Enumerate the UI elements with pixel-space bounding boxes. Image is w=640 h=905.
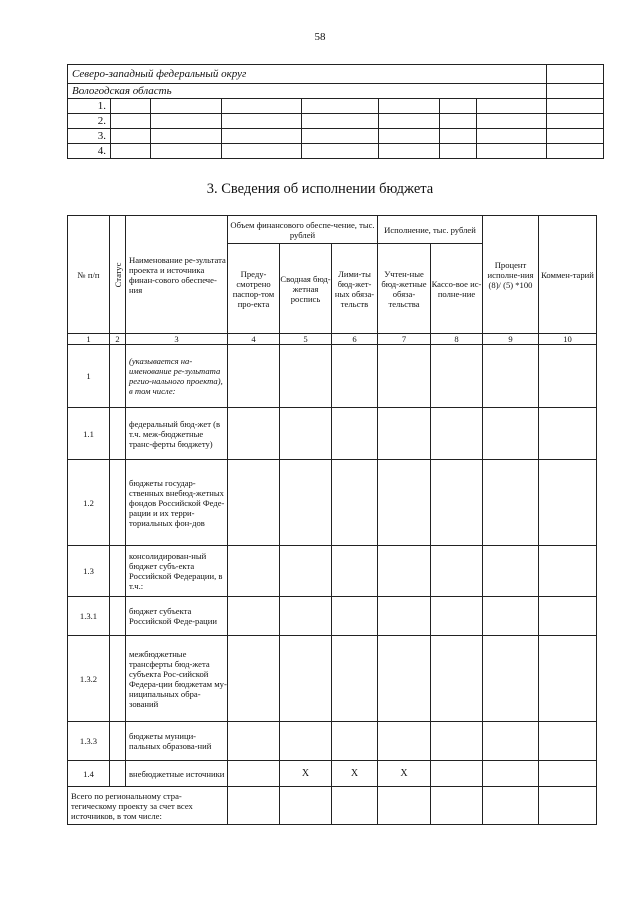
header-comment: Коммен-тарий xyxy=(539,216,597,334)
table-row xyxy=(68,722,597,761)
row-name: бюджеты государ-ственных внебюд-жетных фондов Российской Феде-рации и их терри-ториальных фон-дов xyxy=(126,460,228,546)
column-number: 5 xyxy=(280,334,332,345)
table-row xyxy=(68,636,597,722)
header-passport: Преду-смотрено паспор-том про-екта xyxy=(228,244,280,334)
row-name: межбюджетные трансферты бюд-жета субъекта Рос-сийской Федера-ции бюджетам му-ниципальных обра-зований xyxy=(126,636,228,722)
row-num: 1.3.2 xyxy=(68,636,110,722)
header-limits: Лими-ты бюд-жет-ных обяза-тельств xyxy=(332,244,378,334)
oblast-name: Вологодская область xyxy=(68,84,547,99)
row-number: 4. xyxy=(68,144,111,159)
header-cash: Кассо-вое ис-полне-ние xyxy=(431,244,483,334)
column-number: 6 xyxy=(332,334,378,345)
page-number: 58 xyxy=(314,31,326,43)
row-num: 1.3 xyxy=(68,546,110,597)
row-number: 1. xyxy=(68,99,111,114)
table-row xyxy=(68,761,597,787)
regions-table xyxy=(67,64,604,159)
row-number: 3. xyxy=(68,129,111,144)
table-row xyxy=(68,597,597,636)
table-row xyxy=(68,408,597,460)
row-num: 1 xyxy=(68,345,110,408)
header-num: № п/п xyxy=(68,216,110,334)
x-mark: X xyxy=(332,761,378,787)
column-number: 9 xyxy=(483,334,539,345)
column-number: 3 xyxy=(126,334,228,345)
header-percent: Процент исполне-ния (8)/ (5) *100 xyxy=(483,216,539,334)
table-row xyxy=(68,460,597,546)
row-name: бюджет субъекта Российской Феде-рации xyxy=(126,597,228,636)
header-volume-group: Объем финансового обеспе-чение, тыс. рублей xyxy=(228,216,378,244)
okrug-name: Северо-западный федеральный округ xyxy=(68,65,547,84)
row-num: 1.3.1 xyxy=(68,597,110,636)
column-number: 2 xyxy=(110,334,126,345)
row-name: консолидирован-ный бюджет субъ-екта Российской Федерации, в т.ч.: xyxy=(126,546,228,597)
row-num: 1.4 xyxy=(68,761,110,787)
row-num: 1.2 xyxy=(68,460,110,546)
row-name: внебюджетные источники xyxy=(126,761,228,787)
budget-execution-table xyxy=(67,215,597,825)
column-number: 1 xyxy=(68,334,110,345)
row-num: 1.3.3 xyxy=(68,722,110,761)
row-num: 1.1 xyxy=(68,408,110,460)
row-name: бюджеты муници-пальных образова-ний xyxy=(126,722,228,761)
column-number: 7 xyxy=(378,334,431,345)
header-accounted: Учтен-ные бюд-жетные обяза-тельства xyxy=(378,244,431,334)
header-name: Наименование ре-зультата проекта и источника финан-сового обеспече-ния xyxy=(126,216,228,334)
row-name: федеральный бюд-жет (в т.ч. меж-бюджетные транс-ферты бюджету) xyxy=(126,408,228,460)
x-mark: X xyxy=(378,761,431,787)
table-row xyxy=(68,546,597,597)
column-number: 4 xyxy=(228,334,280,345)
header-status: Статус xyxy=(110,216,126,334)
total-label: Всего по региональному стра-тегическому проекту за счет всех источников, в том числе: xyxy=(68,787,228,825)
column-number: 10 xyxy=(539,334,597,345)
cell xyxy=(547,65,604,84)
row-number: 2. xyxy=(68,114,111,129)
x-mark: X xyxy=(280,761,332,787)
table-row xyxy=(68,345,597,408)
cell xyxy=(547,84,604,99)
column-number: 8 xyxy=(431,334,483,345)
total-row xyxy=(68,787,597,825)
header-summary: Сводная бюд-жетная роспись xyxy=(280,244,332,334)
header-execution-group: Исполнение, тыс. рублей xyxy=(378,216,483,244)
row-name: (указывается на-именование ре-зультата регио-нального проекта), в том числе: xyxy=(126,345,228,408)
section-title: 3. Сведения об исполнении бюджета xyxy=(206,181,434,197)
